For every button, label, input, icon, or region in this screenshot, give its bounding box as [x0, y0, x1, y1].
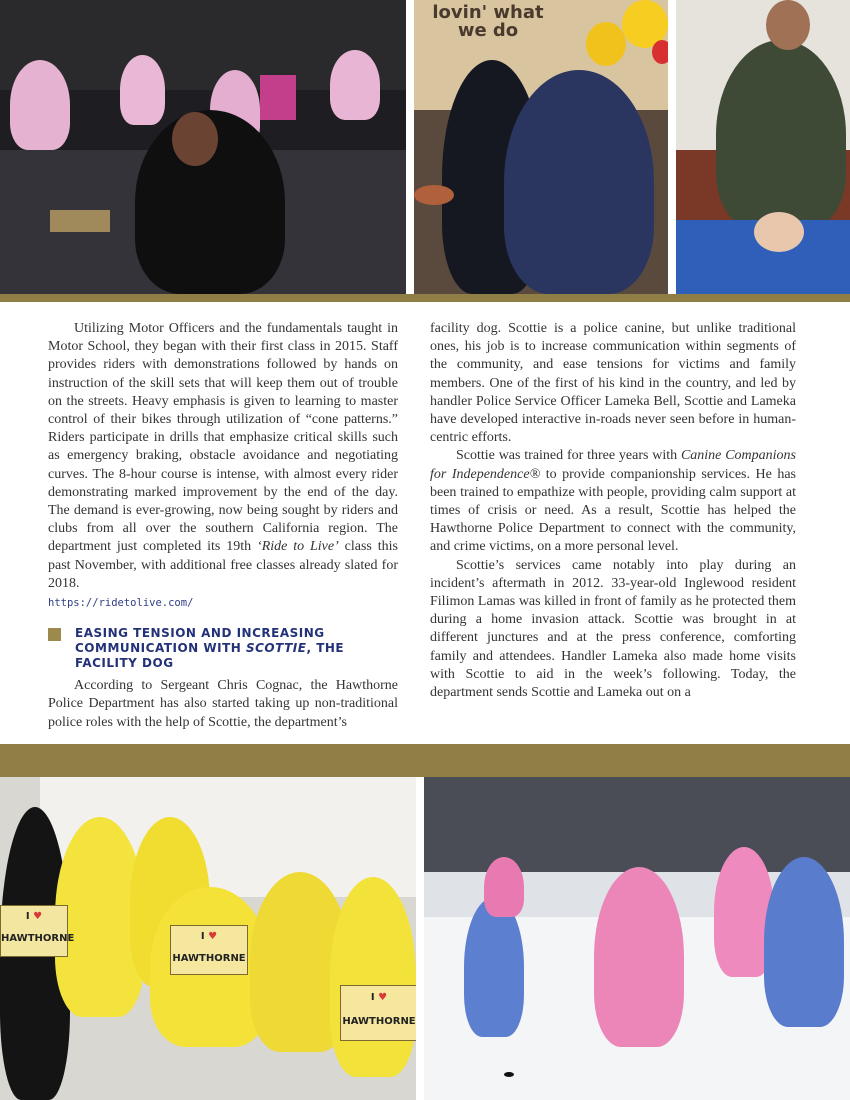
mcdonalds-embrace-photo — [414, 0, 668, 294]
hawthorne-volunteers-photo — [0, 777, 416, 1100]
player-blue-1 — [464, 897, 524, 1037]
heading-scottie: SCOTTIE — [245, 641, 307, 656]
i-love-left: I ♥ — [25, 911, 43, 922]
bottom-divider-band — [0, 744, 850, 777]
bench — [50, 210, 110, 232]
right-paragraph-1: facility dog. Scottie is a police canine, but unlike traditional ones, his job is to increase communication within segments of the community, and ease tensions for victims and family members. One of the first of his kind in the country, and led by handler Police Service Officer Lameka Bell, Scottie and Lameka have developed interactive in-roads never seen before in human-centric efforts. — [430, 321, 796, 446]
mcd-sign — [418, 4, 558, 40]
i-love-right: I ♥ — [370, 992, 388, 1003]
volunteer-6 — [330, 877, 416, 1077]
hockey-locker-room-photo — [0, 0, 406, 294]
left-paragraph-1-text: Utilizing Motor Officers and the fundamentals taught in Motor School, they began with their first class in 2015. Staff provides riders with demonstrations followed by hands on instruction of the skill sets that will keep them out of trouble on the streets. Heavy emphasis is given to learning to master control of their bikes through utilization of “cone patterns.” Riders participate in drills that emphasize critical skills such as emergency braking, obstacle avoidance and negotiating curves. The 8-hour course is intense, with almost every rider demonstrating marked improvement by the end of the day. The demand is ever-growing, now being sought by riders and clubs from all over the southern California region. The department just completed its 19th — [48, 321, 398, 555]
player-blue-2 — [764, 857, 844, 1027]
balloon-red — [652, 40, 668, 64]
player-pink-2 — [120, 55, 165, 125]
mannequin-head — [754, 212, 804, 252]
section-heading — [48, 626, 398, 671]
man-patterned-shirt — [504, 70, 654, 294]
top-divider-band — [0, 294, 850, 302]
officer-green-uniform — [716, 40, 846, 230]
heading-part-a: EASING TENSION AND INCREASING COMMUNICATION WITH — [75, 626, 325, 656]
right-paragraph-3: Scottie’s services came notably into play during an incident’s aftermath in 2012. 33-year-old Inglewood resident Filimon Lamas was killed in front of family as he protected them during a home invasion attack. Scottie was brought in at different junctures and at the press conference, comforting family and attendees. Handler Lameka also made home visits with Scottie to aid in the week’s following. Today, the department sends Scottie and Lameka out on a — [430, 557, 796, 701]
hawthorne-center-text: HAWTHORNE — [172, 953, 246, 964]
hawthorne-sign-center — [170, 925, 248, 975]
player-pink-back — [484, 857, 524, 917]
face — [172, 112, 218, 166]
ride-to-live-link[interactable]: https://ridetolive.com/ — [48, 597, 194, 610]
officer-head — [766, 0, 810, 50]
hawthorne-right-text: HAWTHORNE — [342, 1016, 416, 1027]
canine-companions-title: Canine Companions for Independence® — [430, 448, 796, 482]
heading-bullet-square — [48, 628, 61, 641]
hawthorne-left-text: HAWTHORNE — [1, 933, 75, 944]
heading-part-b: , THE FACILITY DOG — [75, 641, 345, 671]
heading-text — [75, 626, 398, 671]
article-right-column — [430, 320, 796, 702]
hawthorne-sign-left — [0, 905, 75, 957]
ice-hockey-game-photo — [424, 777, 850, 1100]
right-paragraph-2-end: to provide companionship services. He has been trained to empathize with people, providing calm support at times of crisis or need. As a result, Scottie has helped the Hawthorne Police Department to connect with the community, and crime victims, on a more personal level. — [430, 466, 796, 555]
pink-bag — [260, 75, 296, 120]
i-love-center: I ♥ — [200, 931, 218, 942]
right-paragraph-2 — [430, 447, 796, 556]
ride-to-live-title: ‘Ride to Live’ — [257, 539, 339, 555]
left-paragraph-1-end: class this past November, with additional free classes already slated for 2018. — [48, 539, 398, 591]
heart-icon: ♥ — [208, 931, 218, 942]
player-pink-center — [594, 867, 684, 1047]
cpr-training-photo — [676, 0, 850, 294]
hawthorne-sign-right — [340, 985, 416, 1041]
player-pink-1 — [10, 60, 70, 150]
article-left-column — [48, 320, 398, 732]
heart-icon: ♥ — [378, 992, 388, 1003]
arena-stands — [424, 777, 850, 872]
player-pink-4 — [330, 50, 380, 120]
hockey-puck — [504, 1072, 514, 1077]
balloon-yellow-1 — [586, 22, 626, 66]
mcd-sign-text: lovin' what we do — [432, 2, 544, 41]
heart-icon: ♥ — [33, 911, 43, 922]
left-paragraph-2: According to Sergeant Chris Cognac, the Hawthorne Police Department has also started taking up non-traditional police roles with the help of Scottie, the department’s — [48, 678, 398, 730]
left-paragraph-1 — [48, 320, 398, 593]
right-paragraph-2-start: Scottie was trained for three years with — [456, 448, 681, 464]
stool — [414, 185, 454, 205]
